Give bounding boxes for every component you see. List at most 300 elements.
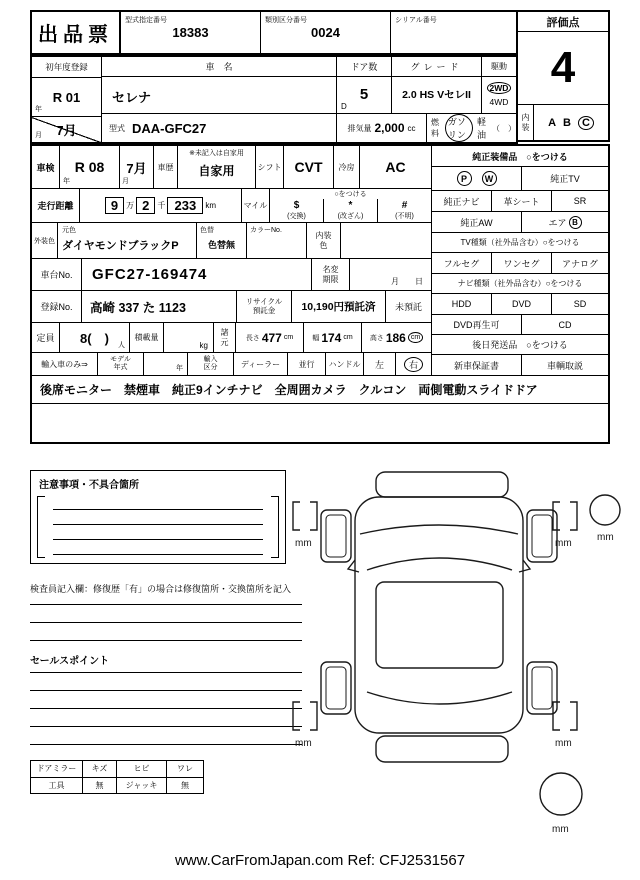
import-label-cell [32, 353, 98, 375]
mile-sym-tamper: * [348, 200, 353, 211]
drive-cell [482, 77, 516, 113]
grade-header [392, 57, 482, 76]
fuel-other: （ ） [492, 123, 516, 133]
shift-label: シフト [257, 162, 282, 172]
sales-points-row [32, 375, 608, 403]
chassis-value-cell [82, 259, 312, 290]
footer [0, 852, 640, 870]
history-label-cell [154, 146, 178, 188]
ruled-line [30, 690, 302, 691]
tv-type-header: TV種類（社外品含む）○をつける [460, 238, 580, 247]
dvd: DVD [511, 299, 531, 309]
analog: アナログ [561, 258, 598, 269]
displacement-unit: cc [407, 123, 416, 133]
history-label: 車歴 [157, 162, 174, 172]
drive-label: 駆動 [491, 61, 507, 71]
spec-height-unit-circled: cm [408, 332, 423, 343]
reg-value-cell [82, 291, 237, 322]
ruled-line [30, 640, 302, 641]
first-reg-label: 初年度登録 [45, 62, 88, 72]
manual: 車輌取説 [546, 360, 583, 371]
grade-cell [392, 77, 482, 113]
tools-label: 工具 [48, 780, 65, 790]
doors-header [337, 57, 392, 76]
oneseg-cell [492, 253, 552, 273]
later-header: 後日発送品 ○をつける [472, 340, 568, 350]
score-value: 4 [550, 43, 576, 92]
first-reg-year-cell [32, 78, 101, 117]
interior-grade-a: A [548, 116, 557, 129]
ruled-line [30, 604, 302, 605]
import-div-label: 輸入区分 [203, 355, 218, 371]
shaken-year: R 08 [74, 159, 105, 175]
mileage-num: 233 [167, 197, 203, 214]
shaken-label: 車検 [36, 162, 55, 173]
shaken-month-unit: 月 [122, 178, 129, 185]
row-navi-leather-sr [432, 191, 608, 212]
history-value-cell [178, 146, 256, 188]
ac-label-cell [334, 146, 360, 188]
mile-opt-exchange [270, 199, 323, 222]
jack-label: ジャッキ [125, 780, 158, 790]
mile-label: マイル [243, 201, 268, 210]
cd-cell [522, 315, 608, 334]
crack-label: ヒビ [133, 764, 150, 774]
int-color-label-cell [307, 223, 341, 258]
displacement-label: 排気量 [347, 123, 372, 133]
mileage-label: 走行距離 [37, 201, 74, 211]
power-steering-circle: P [457, 171, 472, 186]
load-value-cell [164, 323, 214, 352]
rename-date: 月 日 [391, 277, 423, 286]
handle-label: ハンドル [328, 359, 361, 369]
capacity-unit: 人 [118, 342, 125, 349]
recycle-label: リサイクル預託金 [245, 296, 283, 315]
car-top-view-diagram [288, 462, 624, 852]
class-code-label: 類別区分番号 [265, 17, 307, 24]
ruled-line [30, 622, 302, 623]
model-designation-label: 型式指定番号 [125, 17, 167, 24]
drive-4wd: 4WD [489, 97, 509, 108]
bracket-left [37, 496, 45, 558]
model-year-value-cell [144, 353, 188, 375]
leather-seat-cell [492, 191, 552, 211]
model-year-label-cell [98, 353, 144, 375]
sales-section-label: セールスポイント [30, 656, 110, 667]
row-aw-airbag [432, 212, 608, 233]
model-designation-value: 18383 [172, 25, 209, 40]
equip-header-cell [432, 146, 608, 167]
handle-left-cell [364, 353, 396, 375]
mileage-label-cell [32, 189, 80, 222]
recycle-deposit: 10,190円預託済 [301, 301, 376, 313]
scratch-cell [83, 761, 117, 777]
ruled-line [53, 524, 263, 525]
blank-row [32, 403, 608, 442]
crack-cell [117, 761, 167, 777]
airbag-cell [522, 212, 608, 232]
scratch-label: キズ [91, 764, 108, 774]
mile-sym-unknown: # [401, 200, 408, 211]
car-name-value: セレナ [112, 89, 152, 105]
doors-label: ドア数 [350, 61, 378, 72]
mm-label: mm [555, 738, 572, 749]
measure-bracket [570, 702, 577, 730]
spec-length-value: 477 [261, 330, 282, 345]
spec-length-unit: cm [283, 334, 294, 341]
model-label: 型式 [109, 123, 125, 133]
class-code-cell [261, 12, 391, 53]
handle-left: 左 [374, 359, 384, 370]
fullseg: フルセグ [443, 258, 480, 269]
rename-label: 名変期限 [322, 265, 339, 284]
door-mirror-label: ドアミラー [36, 764, 77, 774]
rename-date-cell [350, 259, 431, 290]
first-reg-year: R 01 [52, 89, 81, 105]
hood-line [360, 525, 518, 534]
bracket-right [271, 496, 279, 558]
tools-cell [31, 778, 83, 794]
mile-opt-unknown [377, 199, 431, 222]
windshield-line [367, 558, 512, 570]
vehicle-bottom-row [102, 114, 516, 142]
chassis-label: 車台No. [40, 270, 73, 280]
mileage-sen: 2 [136, 197, 155, 214]
mm-label: mm [295, 538, 312, 549]
car-name-header [102, 57, 337, 76]
sheet-title-box [30, 10, 121, 55]
detail-right-region [431, 146, 608, 375]
score-label: 評価点 [546, 16, 580, 29]
handle-right-cell [396, 353, 431, 375]
import-dealer: ディーラー [240, 359, 281, 369]
ext-color-label-cell [32, 223, 58, 258]
measure-circle-top [590, 495, 620, 525]
ruled-line [30, 672, 302, 673]
ruled-line [30, 744, 302, 745]
jack-cell [117, 778, 167, 794]
ruled-line [53, 554, 263, 555]
load-label-cell [130, 323, 164, 352]
color-change-label: 色替 [200, 227, 214, 234]
spec-width-unit: cm [343, 334, 353, 341]
car-body [355, 497, 523, 733]
spec-length-cell [236, 323, 304, 352]
interior-grade-c-selected: C [578, 116, 594, 130]
mile-label-cell [242, 189, 270, 222]
row-ps-pw-tv [432, 167, 608, 191]
power-window-circle: W [482, 171, 497, 186]
serial-cell [391, 12, 516, 53]
capacity-value-cell [60, 323, 130, 352]
manual-cell [522, 355, 608, 375]
spec-height-label: 高さ [369, 334, 384, 342]
sd-cell [552, 294, 608, 314]
mile-sym-exchange: $ [293, 200, 300, 211]
shaken-year-unit: 年 [63, 178, 70, 185]
orig-color-cell [58, 223, 197, 258]
spec-width-cell [304, 323, 362, 352]
spec-label: 諸元 [220, 328, 229, 347]
rear-bumper [376, 736, 508, 762]
fuel-diesel: 軽油 [476, 117, 486, 140]
split-cell [167, 761, 203, 777]
score-value-cell [518, 32, 608, 104]
row-tv-types [432, 253, 608, 274]
split-label: ワレ [177, 764, 193, 774]
import-parallel: 並行 [298, 359, 315, 369]
tools-none-cell [83, 778, 117, 794]
mileage-man: 9 [105, 197, 124, 214]
code-strip [121, 10, 518, 55]
mileage-man-unit: 万 [126, 201, 135, 210]
mileage-value-cell [80, 189, 242, 222]
row-registration [32, 291, 431, 323]
measure-bracket [310, 502, 317, 530]
reg-label-cell [32, 291, 82, 322]
shaken-label-cell [32, 146, 60, 188]
tools-table [30, 760, 204, 794]
row-exterior-color [32, 223, 431, 259]
spec-width-label: 幅 [312, 334, 320, 342]
row-capacity [32, 323, 431, 353]
genuine-navi: 純正ナビ [443, 196, 480, 207]
recycle-label-cell [237, 291, 292, 322]
ps-pw-cell [432, 167, 522, 190]
oneseg: ワンセグ [503, 258, 540, 269]
load-label: 積載量 [134, 333, 159, 342]
import-div-label-cell [188, 353, 234, 375]
recycle-deposit-cell [292, 291, 386, 322]
score-box [516, 10, 610, 142]
shift-value: CVT [294, 159, 323, 175]
chassis-value: GFC27-169474 [92, 266, 208, 283]
class-code-value: 0024 [311, 25, 340, 40]
mile-txt-unknown: (不明) [395, 213, 414, 220]
genuine-navi-cell [432, 191, 492, 211]
serial-label: シリアル番号 [395, 17, 437, 24]
grade-label: グレード [410, 61, 463, 72]
warranty: 新車保証書 [453, 360, 499, 371]
measure-circle-bottom [540, 773, 582, 815]
shaken-month: 7月 [126, 160, 147, 176]
shift-value-cell [284, 146, 334, 188]
mm-label: mm [597, 532, 614, 543]
cd: CD [558, 319, 572, 330]
navi-type-header-cell [432, 274, 608, 294]
shaken-year-cell [60, 146, 120, 188]
capacity-label: 定員 [36, 333, 55, 343]
navi-type-header: ナビ種類（社外品含む）○をつける [457, 279, 583, 288]
ac-value: AC [385, 159, 406, 175]
dvd-play-cell [432, 315, 522, 334]
mm-label: mm [295, 738, 312, 749]
drive-2wd-selected: 2WD [487, 82, 512, 94]
row-dvd-cd [432, 315, 608, 335]
orig-color-label: 元色 [62, 227, 76, 234]
displacement-cell [337, 114, 427, 142]
import-parallel-cell [288, 353, 326, 375]
ruled-line [53, 509, 263, 510]
dvd-cell [492, 294, 552, 314]
shift-label-cell [256, 146, 284, 188]
door-mirror-cell [31, 761, 83, 777]
hdd-cell [432, 294, 492, 314]
model-value: DAA-GFC27 [132, 120, 207, 136]
warranty-cell [432, 355, 522, 375]
color-no-cell [247, 223, 307, 258]
roof-panel [376, 582, 503, 668]
doors-cell [337, 77, 392, 113]
reg-value: 高崎 337 た 1123 [90, 300, 186, 315]
displacement-value: 2,000 [374, 121, 405, 135]
shaken-month-cell [120, 146, 154, 188]
doors-value: 5 [359, 86, 369, 104]
row-warranty-manual [432, 355, 608, 375]
genuine-tv-cell [522, 167, 608, 190]
genuine-aw: 純正AW [460, 217, 493, 228]
measure-bracket [293, 702, 300, 730]
first-reg-month-cell [32, 117, 101, 142]
int-color-label: 内装色 [315, 231, 332, 250]
vehicle-value-row [102, 77, 516, 114]
handle-right-selected: 右 [404, 357, 423, 372]
interior-grade-b: B [563, 116, 571, 129]
vehicle-top-table [30, 55, 518, 144]
notes-box [30, 470, 286, 564]
fuel-gasoline-selected: ガソリン [445, 114, 473, 142]
tools-none: 無 [95, 780, 104, 790]
fuel-label: 燃料 [431, 118, 439, 138]
front-bumper [376, 472, 508, 497]
capacity-value: 8( ) [80, 331, 109, 346]
notes-label: 注意事項・不具合箇所 [39, 480, 139, 491]
equip-header: 純正装備品 ○をつける [472, 151, 568, 162]
model-year-unit: 年 [176, 365, 183, 372]
fuel-cell [427, 114, 516, 142]
fullseg-cell [432, 253, 492, 273]
car-name-cell [102, 77, 337, 113]
main-detail-box [30, 144, 610, 444]
first-reg-month: 7月 [56, 123, 77, 138]
model-code-cell2 [102, 114, 337, 142]
mile-txt-exchange: (交換) [287, 213, 306, 220]
inspector-label: 検査員記入欄：修復歴「有」の場合は修復箇所・交換箇所を記入 [30, 584, 292, 594]
interior-grade-label: 内装 [521, 113, 530, 132]
ac-label: 冷房 [338, 162, 355, 172]
measure-bracket [570, 502, 577, 530]
row-mileage [32, 189, 431, 223]
spec-width-value: 174 [321, 330, 342, 345]
sd: SD [573, 299, 587, 309]
mileage-sen-unit: 千 [157, 201, 166, 210]
sunroof: SR [573, 196, 587, 206]
import-label: 輸入車のみ⇒ [41, 359, 88, 369]
spec-height-cell [362, 323, 431, 352]
doors-d-mark: D [341, 102, 347, 111]
reg-label: 登録No. [40, 302, 73, 312]
footer-credit: www.CarFromJapan.com Ref: CFJ2531567 [174, 852, 466, 869]
orig-color-value: ダイヤモンドブラックP [62, 240, 179, 252]
row-shaken [32, 146, 431, 189]
main-upper-band [32, 146, 608, 375]
ac-value-cell [360, 146, 431, 188]
import-dealer-cell [234, 353, 288, 375]
car-name-label: 車 名 [205, 61, 233, 72]
spec-height-value: 186 [385, 330, 406, 345]
measure-bracket [310, 702, 317, 730]
sales-points-text: 後席モニター 禁煙車 純正9インチナビ 全周囲カメラ クルコン 両側電動スライドドア [40, 383, 538, 397]
chassis-label-cell [32, 259, 82, 290]
analog-cell [552, 253, 608, 273]
mileage-unit: km [205, 201, 217, 210]
mile-txt-tamper: (改ざん) [337, 213, 364, 220]
ruled-line [30, 726, 302, 727]
interior-grade-options [534, 105, 608, 140]
ruled-line [30, 708, 302, 709]
genuine-aw-cell [432, 212, 522, 232]
capacity-label-cell [32, 323, 60, 352]
score-header [518, 12, 608, 32]
leather-seat: 革シート [503, 196, 540, 207]
int-color-value-cell [341, 223, 431, 258]
history-note: ※未記入は自家用 [189, 150, 244, 157]
interior-grade-label-cell [518, 105, 534, 140]
mile-circle-note: ○をつける [334, 191, 367, 198]
dvd-play: DVD再生可 [453, 320, 500, 330]
handle-label-cell [326, 353, 364, 375]
vehicle-header-row [102, 57, 516, 77]
jack-none-cell [167, 778, 203, 794]
later-header-cell [432, 335, 608, 355]
mile-opt-tamper [323, 199, 377, 222]
load-unit: kg [199, 341, 208, 350]
history-value: 自家用 [198, 164, 235, 178]
row-navi-types [432, 294, 608, 315]
vehicle-table-main [102, 57, 516, 142]
first-reg-month-unit: 月 [35, 132, 42, 139]
airbag-circle-b: B [569, 216, 582, 229]
drive-header [482, 57, 516, 76]
genuine-tv: 純正TV [550, 174, 580, 184]
spec-length-label: 長さ [245, 334, 260, 342]
row-chassis [32, 259, 431, 291]
color-no-label: カラーNo. [250, 227, 282, 234]
tools-row-1 [31, 761, 203, 778]
first-reg-year-unit: 年 [35, 106, 42, 113]
first-reg-column [32, 57, 102, 142]
sheet-title: 出品票 [38, 24, 113, 46]
jack-none: 無 [181, 780, 189, 790]
mile-options-cell [270, 189, 431, 222]
model-year-label: モデル年式 [110, 355, 131, 371]
ext-color-label: 外装色 [34, 237, 55, 245]
first-reg-header [32, 57, 101, 78]
color-change-value: 色替無 [207, 240, 235, 250]
model-designation-cell [121, 12, 261, 53]
ruled-line [53, 539, 263, 540]
row-import [32, 353, 431, 375]
mm-label: mm [552, 824, 569, 835]
color-change-cell [197, 223, 247, 258]
rear-window-line [367, 692, 512, 704]
rename-label-cell [312, 259, 350, 290]
right-mirror [519, 560, 530, 572]
measure-bracket [293, 502, 300, 530]
left-mirror [348, 560, 359, 572]
detail-left-region [32, 146, 431, 375]
grade-value: 2.0 HS VセレII [402, 89, 471, 102]
